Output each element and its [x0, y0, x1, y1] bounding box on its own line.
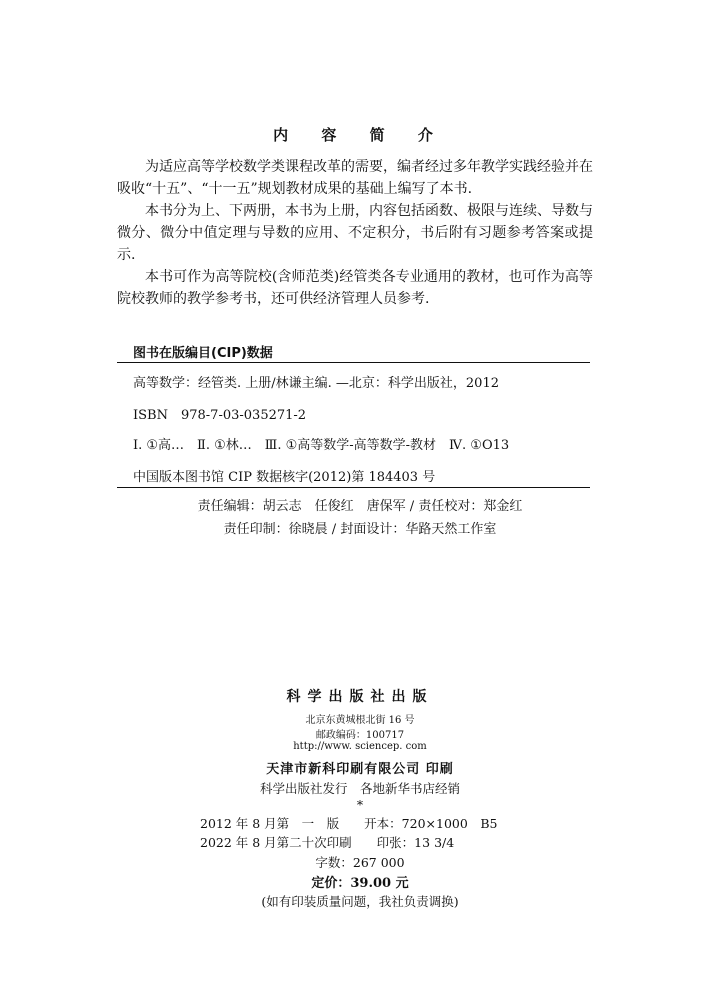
publisher-name: 科学出版社出版	[286, 689, 434, 705]
content-summary-title: 内 容 简 介	[273, 126, 447, 144]
cip-isbn: ISBN 978-7-03-035271-2	[133, 408, 307, 423]
cip-book-line: 高等数学：经管类. 上册/林谦主编. —北京：科学出版社，2012	[133, 376, 499, 391]
separator-asterisk: *	[356, 797, 364, 812]
publisher-address: 北京东黄城根北街 16 号	[305, 715, 415, 726]
publisher-postcode: 邮政编码：100717	[315, 730, 405, 741]
production-credit: 责任印制：徐晓晨 / 封面设计：华路天然工作室	[223, 522, 497, 537]
edition-info: 2012 年 8 月第 一 版 开本：720×1000 B5	[200, 816, 498, 831]
quality-notice: (如有印装质量问题，我社负责调换)	[261, 894, 459, 909]
summary-paragraph: 为适应高等学校数学类课程改革的需要，编者经过多年教学实践经验并在吸收“十五”、“十一五”规划教材成果的基础上编写了本书.	[117, 159, 593, 197]
word-count: 字数：267 000	[315, 855, 405, 870]
cip-top-rule	[117, 362, 590, 363]
publisher-website: http://www. sciencep. com	[293, 741, 427, 752]
editors-credit: 责任编辑：胡云志 任俊红 唐保军 / 责任校对：郑金红	[197, 499, 523, 514]
printer-name: 天津市新科印刷有限公司 印刷	[266, 762, 454, 777]
cip-bottom-rule	[117, 487, 590, 488]
content-summary-body	[117, 156, 593, 310]
summary-paragraph: 本书可作为高等院校(含师范类)经管类各专业通用的教材，也可作为高等院校教师的教学参考书，还可供经济管理人员参考.	[117, 269, 593, 307]
price: 定价：39.00 元	[311, 876, 409, 891]
distribution-info: 科学出版社发行 各地新华书店经销	[259, 781, 460, 796]
cip-classification: Ⅰ. ①高… Ⅱ. ①林… Ⅲ. ①高等数学-高等数学-教材 Ⅳ. ①O13	[133, 438, 510, 453]
cip-record-number: 中国版本图书馆 CIP 数据核字(2012)第 184403 号	[133, 470, 436, 485]
printing-info: 2022 年 8 月第二十次印刷 印张：13 3/4	[200, 835, 455, 850]
summary-paragraph: 本书分为上、下两册，本书为上册，内容包括函数、极限与连续、导数与微分、微分中值定理与导数的应用、不定积分，书后附有习题参考答案或提示.	[117, 203, 593, 263]
cip-heading: 图书在版编目(CIP)数据	[133, 346, 273, 361]
